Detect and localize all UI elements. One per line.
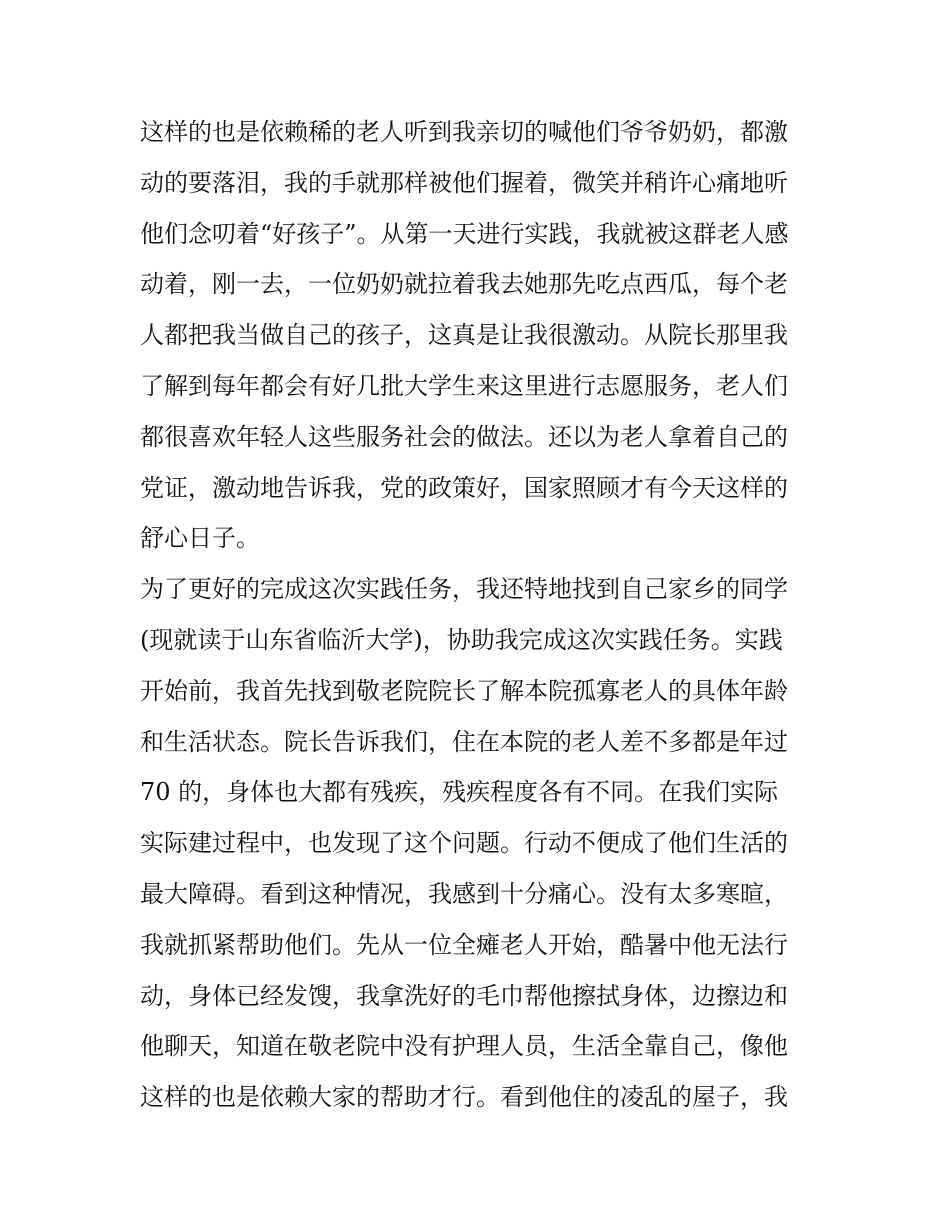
text-line: 我就抓紧帮助他们。先从一位全瘫老人开始，酷暑中他无法行 [140,930,788,959]
text-line: 70 的，身体也大都有残疾，残疾程度各有不同。在我们实际 [140,778,779,807]
document-body [140,107,812,1123]
text-line: 他们念叨着“好孩子”。从第一天进行实践，我就被这群老人感 [140,219,789,248]
text-line: 党证，激动地告诉我，党的政策好，国家照顾才有今天这样的 [140,473,788,502]
text-line: 为了更好的完成这次实践任务，我还特地找到自己家乡的同学 [140,575,788,604]
text-line: 动的要落泪，我的手就那样被他们握着，微笑并稍许心痛地听 [140,168,788,197]
text-line: 人都把我当做自己的孩子，这真是让我很激动。从院长那里我 [140,321,788,350]
text-line: 和生活状态。院长告诉我们，住在本院的老人差不多都是年过 [140,727,788,756]
text-line: (现就读于山东省临沂大学)，协助我完成这次实践任务。实践 [140,625,783,654]
text-line: 这样的也是依赖稀的老人听到我亲切的喊他们爷爷奶奶，都激 [140,118,788,146]
text-line: 这样的也是依赖大家的帮助才行。看到他住的凌乱的屋子，我 [140,1083,788,1112]
text-line: 都很喜欢年轻人这些服务社会的做法。还以为老人拿着自己的 [140,422,788,451]
text-line: 开始前，我首先找到敬老院院长了解本院孤寡老人的具体年龄 [140,676,788,705]
text-line: 动着，刚一去，一位奶奶就拉着我去她那先吃点西瓜，每个老 [140,270,788,299]
text-line: 最大障碍。看到这种情况，我感到十分痛心。没有太多寒暄， [140,879,788,908]
text-line: 实际建过程中，也发现了这个问题。行动不便成了他们生活的 [140,829,788,858]
text-line: 动，身体已经发馊，我拿洗好的毛巾帮他擦拭身体，边擦边和 [140,981,788,1010]
text-line: 他聊天，知道在敬老院中没有护理人员，生活全靠自己，像他 [140,1032,788,1061]
text-line: 舒心日子。 [140,524,260,553]
text-line: 了解到每年都会有好几批大学生来这里进行志愿服务，老人们 [140,371,788,400]
